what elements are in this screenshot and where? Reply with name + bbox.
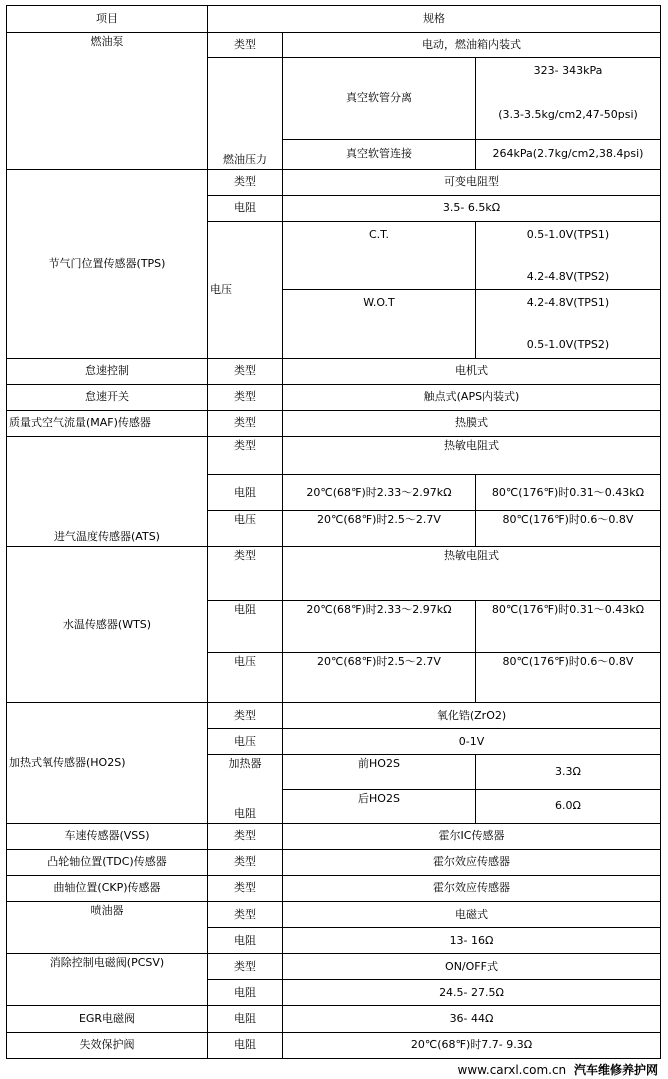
maf-type-value: 热膜式 <box>283 410 661 436</box>
vac-sep-value <box>476 58 661 139</box>
tps-ct-v2: 4.2-4.8V(TPS2) <box>526 269 610 283</box>
egr-row <box>7 1006 661 1032</box>
tps-wot-values <box>476 290 661 358</box>
wts-volt-80: 80℃(176℉)时0.6～0.8V <box>476 652 661 702</box>
ho2s-voltage-label: 电压 <box>208 729 283 755</box>
wts-res-80: 80℃(176℉)时0.31～0.43kΩ <box>476 600 661 652</box>
wts-voltage-label: 电压 <box>208 652 283 702</box>
idle-control-type-label: 类型 <box>208 358 283 384</box>
fuel-pump-name: 燃油泵 <box>7 33 208 170</box>
ats-type-value: 热敏电阻式 <box>283 436 661 474</box>
maf-type-label: 类型 <box>208 410 283 436</box>
tps-type-label: 类型 <box>208 169 283 195</box>
spec-table <box>6 5 661 1059</box>
ats-name: 进气温度传感器(ATS) <box>7 436 208 546</box>
maf-row <box>7 410 661 436</box>
idle-control-type-value: 电机式 <box>283 358 661 384</box>
header-item: 项目 <box>7 6 208 33</box>
ho2s-front-label: 前HO2S <box>283 755 476 789</box>
vss-type-value: 霍尔IC传感器 <box>283 823 661 849</box>
ho2s-type-row <box>7 703 661 729</box>
ckp-type-value: 霍尔效应传感器 <box>283 875 661 901</box>
failsafe-resistance-label: 电阻 <box>208 1032 283 1058</box>
fuel-pump-type-label: 类型 <box>208 33 283 58</box>
tdc-row <box>7 849 661 875</box>
ho2s-resistance-label: 电阻 <box>208 789 283 823</box>
wts-res-20: 20℃(68℉)时2.33～2.97kΩ <box>283 600 476 652</box>
tps-resistance-value: 3.5- 6.5kΩ <box>283 195 661 221</box>
ats-type-label: 类型 <box>208 436 283 474</box>
footer-site-name: 汽车维修养护网 <box>573 1063 658 1077</box>
ats-res-20: 20℃(68℉)时2.33～2.97kΩ <box>283 475 476 511</box>
ho2s-type-label: 类型 <box>208 703 283 729</box>
injector-type-label: 类型 <box>208 901 283 927</box>
vss-name: 车速传感器(VSS) <box>7 823 208 849</box>
tdc-type-label: 类型 <box>208 849 283 875</box>
tps-ct-label: C.T. <box>283 221 476 289</box>
tps-type-row <box>7 169 661 195</box>
vac-conn-value: 264kPa(2.7kg/cm2,38.4psi) <box>476 139 661 169</box>
injector-resistance-label: 电阻 <box>208 928 283 954</box>
footer-url: www.carxl.com.cn <box>457 1063 567 1077</box>
ats-volt-80: 80℃(176℉)时0.6～0.8V <box>476 511 661 547</box>
fuel-pump-type-value: 电动，燃油箱内装式 <box>283 33 661 58</box>
injector-name: 喷油器 <box>7 901 208 953</box>
tps-ct-v1: 0.5-1.0V(TPS1) <box>526 227 610 241</box>
header-spec: 规格 <box>208 6 661 33</box>
ho2s-rear-label: 后HO2S <box>283 789 476 823</box>
tps-resistance-label: 电阻 <box>208 195 283 221</box>
ats-type-row <box>7 436 661 474</box>
wts-resistance-label: 电阻 <box>208 600 283 652</box>
tdc-name: 凸轮轴位置(TDC)传感器 <box>7 849 208 875</box>
pcsv-type-row <box>7 954 661 980</box>
ats-voltage-label: 电压 <box>208 511 283 547</box>
failsafe-resistance-value: 20℃(68℉)时7.7- 9.3Ω <box>283 1032 661 1058</box>
idle-control-row <box>7 358 661 384</box>
vac-sep-kpa: 323- 343kPa <box>533 64 603 78</box>
failsafe-row <box>7 1032 661 1058</box>
injector-type-row <box>7 901 661 927</box>
tps-ct-values <box>476 221 661 289</box>
ho2s-rear-value: 6.0Ω <box>476 789 661 823</box>
idle-switch-name: 怠速开关 <box>7 384 208 410</box>
injector-resistance-value: 13- 16Ω <box>283 928 661 954</box>
wts-type-value: 热敏电阻式 <box>283 547 661 600</box>
egr-name: EGR电磁阀 <box>7 1006 208 1032</box>
pcsv-resistance-value: 24.5- 27.5Ω <box>283 980 661 1006</box>
tdc-type-value: 霍尔效应传感器 <box>283 849 661 875</box>
pcsv-type-value: ON/OFF式 <box>283 954 661 980</box>
wts-volt-20: 20℃(68℉)时2.5～2.7V <box>283 652 476 702</box>
wts-type-row <box>7 547 661 600</box>
tps-wot-label: W.O.T <box>283 290 476 358</box>
wts-name: 水温传感器(WTS) <box>7 547 208 703</box>
vac-sep-alt: (3.3-3.5kg/cm2,47-50psi) <box>498 108 638 122</box>
idle-switch-row <box>7 384 661 410</box>
ckp-name: 曲轴位置(CKP)传感器 <box>7 875 208 901</box>
vac-sep-label: 真空软管分离 <box>283 58 476 139</box>
ats-volt-20: 20℃(68℉)时2.5～2.7V <box>283 511 476 547</box>
idle-control-name: 怠速控制 <box>7 358 208 384</box>
maf-name: 质量式空气流量(MAF)传感器 <box>7 410 208 436</box>
ckp-type-label: 类型 <box>208 875 283 901</box>
idle-switch-type-label: 类型 <box>208 384 283 410</box>
ho2s-name: 加热式氧传感器(HO2S) <box>7 703 208 824</box>
ho2s-type-value: 氧化锆(ZrO2) <box>283 703 661 729</box>
tps-voltage-label: 电压 <box>208 221 283 358</box>
ho2s-heater-label: 加热器 <box>208 755 283 789</box>
ho2s-front-value: 3.3Ω <box>476 755 661 789</box>
ats-res-80: 80℃(176℉)时0.31～0.43kΩ <box>476 475 661 511</box>
vac-conn-label: 真空软管连接 <box>283 139 476 169</box>
fuel-pump-row <box>7 33 661 58</box>
injector-type-value: 电磁式 <box>283 901 661 927</box>
ho2s-voltage-value: 0-1V <box>283 729 661 755</box>
vss-row <box>7 823 661 849</box>
failsafe-name: 失效保护阀 <box>7 1032 208 1058</box>
pcsv-name: 消除控制电磁阀(PCSV) <box>7 954 208 1006</box>
tps-name: 节气门位置传感器(TPS) <box>7 169 208 358</box>
header-row <box>7 6 661 33</box>
wts-type-label: 类型 <box>208 547 283 600</box>
footer-watermark <box>458 1061 658 1078</box>
ats-resistance-label: 电阻 <box>208 475 283 511</box>
egr-resistance-value: 36- 44Ω <box>283 1006 661 1032</box>
idle-switch-type-value: 触点式(APS内装式) <box>283 384 661 410</box>
tps-wot-v1: 4.2-4.8V(TPS1) <box>526 296 610 310</box>
vss-type-label: 类型 <box>208 823 283 849</box>
egr-resistance-label: 电阻 <box>208 1006 283 1032</box>
fuel-pressure-label: 燃油压力 <box>208 58 283 170</box>
tps-wot-v2: 0.5-1.0V(TPS2) <box>526 338 610 352</box>
pcsv-type-label: 类型 <box>208 954 283 980</box>
tps-type-value: 可变电阻型 <box>283 169 661 195</box>
pcsv-resistance-label: 电阻 <box>208 980 283 1006</box>
ckp-row <box>7 875 661 901</box>
